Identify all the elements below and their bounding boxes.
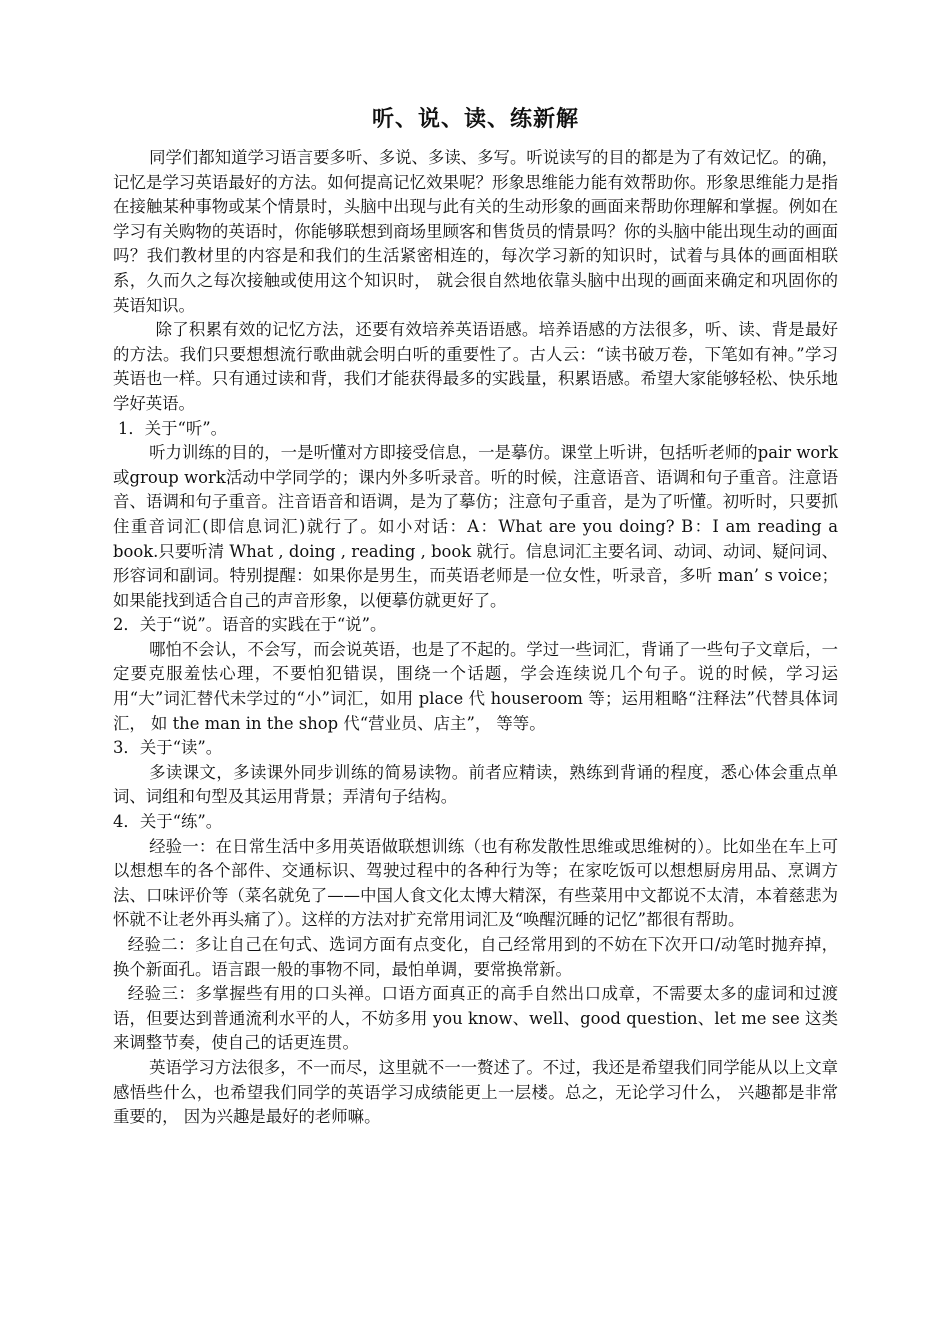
document-title: 听、说、读、练新解 [371,106,579,132]
paragraph-read: 多读课文，多读课外同步训练的简易读物。前者应精读，熟练到背诵的程度，悉心体会重点单词、词组和句型及其运用背景；弄清句子结构。 [113,762,838,807]
paragraph-language-sense: 除了积累有效的记忆方法，还要有效培养英语语感。培养语感的方法很多，听、读、背是最好的方法。我们只要想想流行歌曲就会明白听的重要性了。古人云：“读书破万卷，下笔如有神。”学习英语也一样。只有通过读和背，我们才能获得最多的实践量，积累语感。希望大家能够轻松、快乐地学好英语。 [113,320,838,413]
document-page [113,104,838,1130]
paragraph-speak: 哪怕不会认，不会写，而会说英语，也是了不起的。学过一些词汇，背诵了一些句子文章后，一定要克服羞怯心理，不要怕犯错误，围绕一个话题，学会连续说几个句子。说的时候，学习运用“大”词汇替代未学过的“小”词汇，如用 place 代 houseroom 等；运用粗略“注释法”代替具体词汇， 如 the man in the shop 代“营业员、店主”， 等等。 [113,639,838,733]
section-heading-practice: 4．关于“练”。 [113,812,223,832]
paragraph-conclusion: 英语学习方法很多，不一而尽，这里就不一一赘述了。不过，我还是希望我们同学能从以上文章感悟些什么，也希望我们同学的英语学习成绩能更上一层楼。总之，无论学习什么， 兴趣都是非常重要的， 因为兴趣是最好的老师嘛。 [113,1057,838,1127]
paragraph-experience-two: 经验二：多让自己在句式、选词方面有点变化，自己经常用到的不妨在下次开口/动笔时抛弃掉，换个新面孔。语言跟一般的事物不同，最怕单调，要常换常新。 [113,935,838,979]
paragraph-experience-one: 经验一：在日常生活中多用英语做联想训练（也有称发散性思维或思维树的）。比如坐在车上可以想想车的各个部件、交通标识、驾驶过程中的各种行为等；在家吃饭可以想想厨房用品、烹调方法、口味评价等（菜名就免了——中国人食文化太博大精深，有些菜用中文都说不太清，本着慈悲为怀就不让老外再头痛了）。这样的方法对扩充常用词汇及“唤醒沉睡的记忆”都很有帮助。 [113,836,838,930]
paragraph-listen: 听力训练的目的，一是听懂对方即接受信息，一是摹仿。课堂上听讲，包括听老师的pair work或group work活动中学同学的；课内外多听录音。听的时候，注意语音、语调和句子重音。注意语音、语调和句子重音。注音语音和语调，是为了摹仿；注意句子重音，是为了听懂。初听时，只要抓住重音词汇(即信息词汇)就行了。如小对话：A：What are you doing? B：I am reading a book.只要听清 What , doing , reading , book 就行。信息词汇主要名词、动词、动词、疑问词、形容词和副词。特别提醒：如果你是男生，而英语老师是一位女性，听录音，多听 man’ s voice；如果能找到适合自己的声音形象，以便摹仿就更好了。 [113,443,838,610]
paragraph-intro-memory: 同学们都知道学习语言要多听、多说、多读、多写。听说读写的目的都是为了有效记忆。的确，记忆是学习英语最好的方法。如何提高记忆效果呢？形象思维能力能有效帮助你。形象思维能力是指在接触某种事物或某个情景时，头脑中出现与此有关的生动形象的画面来帮助你理解和掌握。例如在学习有关购物的英语时，你能够联想到商场里顾客和售货员的情景吗？你的头脑中能出现生动的画面吗？我们教材里的内容是和我们的生活紧密相连的，每次学习新的知识时，试着与具体的画面相联系，久而久之每次接触或使用这个知识时， 就会很自然地依靠头脑中出现的画面来确定和巩固你的英语知识。 [113,148,838,315]
paragraph-experience-three: 经验三：多掌握些有用的口头禅。口语方面真正的高手自然出口成章，不需要太多的虚词和过渡语，但要达到普通流利水平的人，不妨多用 you know、well、good question、let me see 这类来调整节奏，使自己的话更连贯。 [113,984,838,1053]
section-heading-read: 3．关于“读”。 [113,738,223,758]
section-heading-listen: 1．关于“听”。 [117,418,228,438]
section-heading-speak: 2．关于“说”。语音的实践在于“说”。 [113,615,387,635]
